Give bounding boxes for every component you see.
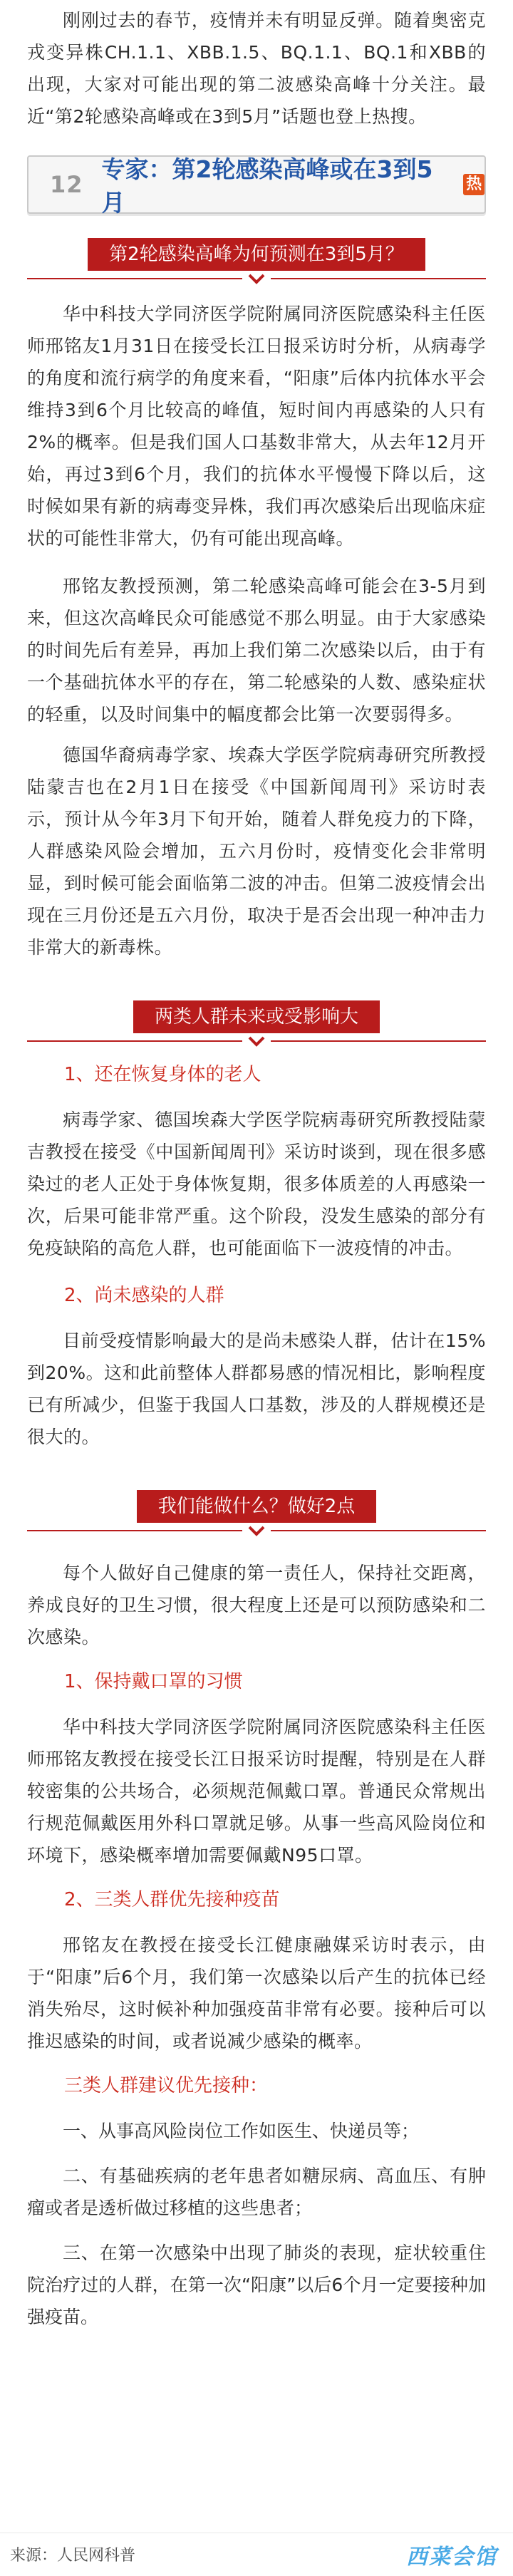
section-title-wrap-2 bbox=[27, 1000, 486, 1033]
section3-intro-paragraph: 每个人做好自己健康的第一责任人，保持社交距离，养成良好的卫生习惯，很大程度上还是可以预防感染和二次感染。 bbox=[27, 1563, 486, 1647]
source-credit: 来源：人民网科普 bbox=[10, 2547, 136, 2565]
recommend-heading: 三类人群建议优先接种： bbox=[64, 2075, 269, 2096]
title-divider-1 bbox=[27, 271, 486, 289]
section1-paragraph-3: 德国华裔病毒学家、埃森大学医学院病毒研究所教授陆蒙吉也在2月1日在接受《中国新闻周刊》采访时表示，预计从今年3月下旬开始，随着人群免疫力的下降，人群感染风险会增加，五六月份时，疫情变化会非常明显，到时候可能会面临第二波的冲击。但第二波疫情会出现在三月份还是五六月份，取决于是否会出现一种冲击力非常大的新毒株。 bbox=[27, 745, 486, 958]
section-title-2: 两类人群未来或受影响大 bbox=[133, 1000, 380, 1033]
point2-heading: 2、三类人群优先接种疫苗 bbox=[64, 1889, 280, 1910]
group1-paragraph: 病毒学家、德国埃森大学医学院病毒研究所教授陆蒙吉教授在接受《中国新闻周刊》采访时谈到，现在很多感染过的老人正处于身体恢复期，很多体质差的人再感染一次，后果可能非常严重。这个阶段，没发生感染的部分有免疫缺陷的高危人群，也可能面临下一波疫情的冲击。 bbox=[27, 1109, 486, 1258]
recommend-item-2: 二、有基础疾病的老年患者如糖尿病、高血压、有肿瘤或者是透析做过移植的这些患者； bbox=[27, 2166, 486, 2218]
group2-heading: 2、尚未感染的人群 bbox=[64, 1285, 224, 1306]
topic-rank: 12 bbox=[50, 171, 83, 198]
intro-paragraph: 刚刚过去的春节，疫情并未有明显反弹。随着奥密克戎变异株CH.1.1、XBB.1.5、BQ.1.1、BQ.1和XBB的出现，大家对可能出现的第二波感染高峰十分关注。最近“第2轮感染高峰或在3到5月”话题也登上热搜。 bbox=[27, 10, 486, 127]
recommend-item-3: 三、在第一次感染中出现了肺炎的表现，症状较重住院治疗过的人群，在第一次“阳康”以后6个月一定要接种加强疫苗。 bbox=[27, 2243, 486, 2327]
title-divider-3 bbox=[27, 1523, 486, 1541]
point1-heading: 1、保持戴口罩的习惯 bbox=[64, 1671, 243, 1692]
point1-paragraph: 华中科技大学同济医学院附属同济医院感染科主任医师邢铭友教授在接受长江日报采访时提醒，特别是在人群较密集的公共场合，必须规范佩戴口罩。普通民众常规出行规范佩戴医用外科口罩就足够。从事一些高风险岗位和环境下，感染概率增加需要佩戴N95口罩。 bbox=[27, 1717, 486, 1866]
point2-paragraph: 邢铭友在教授在接受长江健康融媒采访时表示，由于“阳康”后6个月，我们第一次感染以后产生的抗体已经消失殆尽，这时候补种加强疫苗非常有必要。接种后可以推迟感染的时间，或者说减少感染的概率。 bbox=[27, 1935, 486, 2052]
chevron-down-icon bbox=[242, 271, 271, 289]
section-title-wrap-3 bbox=[27, 1490, 486, 1523]
chevron-down-icon bbox=[242, 1033, 271, 1052]
recommend-item-1: 一、从事高风险岗位工作如医生、快递员等； bbox=[63, 2121, 420, 2141]
section-title-wrap-1 bbox=[27, 238, 486, 271]
section-title-1: 第2轮感染高峰为何预测在3到5月？ bbox=[88, 238, 425, 271]
site-logo[interactable]: 西菜会馆 bbox=[406, 2545, 497, 2570]
title-divider-2 bbox=[27, 1033, 486, 1052]
topic-title: 专家：第2轮感染高峰或在3到5月 bbox=[101, 155, 433, 217]
section1-paragraph-1: 华中科技大学同济医学院附属同济医院感染科主任医师邢铭友1月31日在接受长江日报采访时分析，从病毒学的角度和流行病学的角度来看，“阳康”后体内抗体水平会维持3到6个月比较高的峰值，短时间内再感染的人只有2%的概率。但是我们国人口基数非常大，从去年12月开始，再过3到6个月，我们的抗体水平慢慢下降以后，这时候如果有新的病毒变异株，我们再次感染后出现临床症状的可能性非常大，仍有可能出现高峰。 bbox=[27, 304, 486, 549]
group1-heading: 1、还在恢复身体的老人 bbox=[64, 1064, 261, 1085]
hot-badge: 热 bbox=[463, 174, 484, 195]
section1-paragraph-2: 邢铭友教授预测，第二轮感染高峰可能会在3-5月到来，但这次高峰民众可能感觉不那么明显。由于大家感染的时间先后有差异，再加上我们第二次感染以后，由于有一个基础抗体水平的存在，第二轮感染的人数、感染症状的轻重，以及时间集中的幅度都会比第一次要弱得多。 bbox=[27, 576, 486, 725]
hot-topic-banner[interactable] bbox=[27, 155, 486, 217]
group2-paragraph: 目前受疫情影响最大的是尚未感染人群，估计在15%到20%。这和此前整体人群都易感的情况相比，影响程度已有所减少，但鉴于我国人口基数，涉及的人群规模还是很大的。 bbox=[27, 1330, 486, 1447]
section-title-3: 我们能做什么？做好2点 bbox=[137, 1490, 377, 1523]
footer-bar bbox=[0, 2533, 513, 2576]
chevron-down-icon bbox=[242, 1523, 271, 1541]
